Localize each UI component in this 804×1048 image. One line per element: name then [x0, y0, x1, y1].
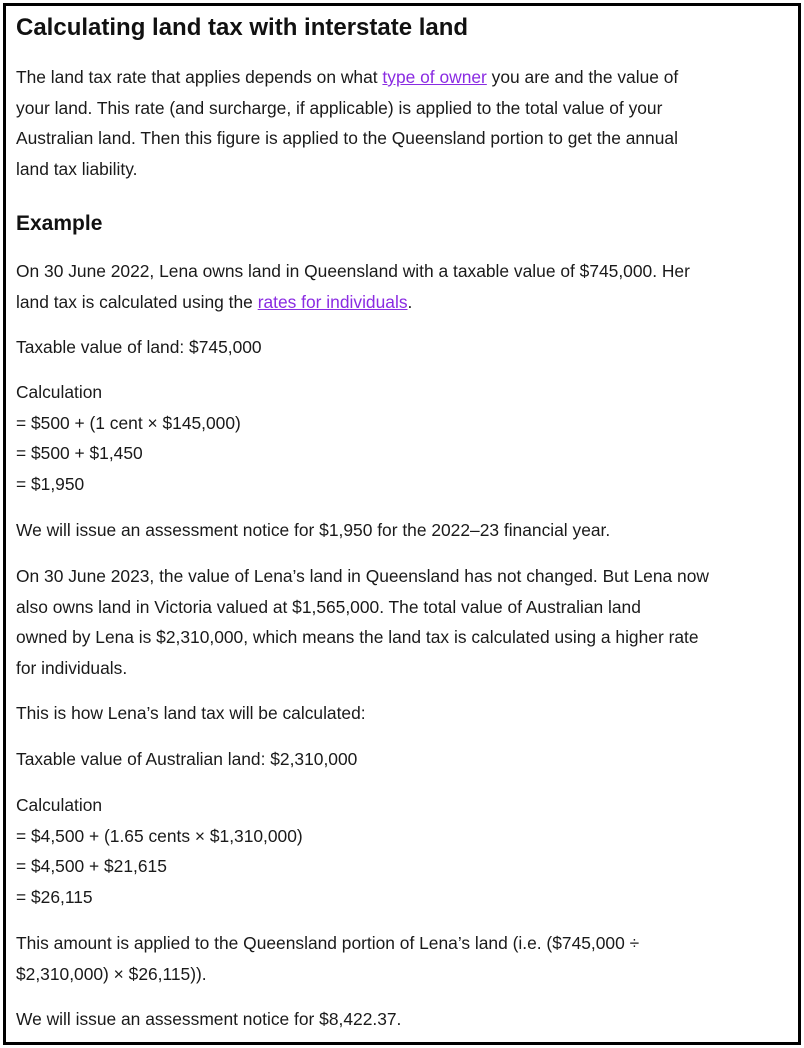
example-p2-line: for individuals.	[16, 657, 128, 678]
calc1-line: Calculation	[16, 382, 103, 402]
calc1-line: = $500 + (1 cent × $145,000)	[16, 412, 241, 433]
calc1-line: = $1,950	[16, 473, 85, 494]
example-p1-line-1: On 30 June 2022, Lena owns land in Queensland with a taxable value of $745,000. Her	[16, 261, 690, 281]
example-p2-line: owned by Lena is $2,310,000, which means the land tax is calculated using a higher rate	[16, 627, 699, 647]
example-paragraph-2	[16, 561, 788, 683]
example-p2-line: also owns land in Victoria valued at $1,565,000. The total value of Australian land	[16, 596, 641, 617]
taxable-value-2: Taxable value of Australian land: $2,310,000	[16, 749, 358, 769]
type-of-owner-link[interactable]: type of owner	[382, 67, 487, 87]
example-paragraph-1	[16, 256, 788, 317]
notice-1: We will issue an assessment notice for $1,950 for the 2022–23 financial year.	[16, 520, 611, 540]
intro-line-4: land tax liability.	[16, 158, 138, 179]
applied-line: This amount is applied to the Queensland portion of Lena’s land (i.e. ($745,000 ÷	[16, 933, 640, 953]
calc2-line: Calculation	[16, 795, 103, 815]
calculation-block-1	[16, 377, 788, 499]
calc1-line: = $500 + $1,450	[16, 443, 143, 463]
intro-line-1: The land tax rate that applies depends on what type of owner you are and the value of	[16, 67, 679, 87]
applied-paragraph	[16, 928, 788, 989]
taxable-value-1: Taxable value of land: $745,000	[16, 337, 262, 357]
rates-for-individuals-link[interactable]: rates for individuals	[257, 291, 408, 312]
example-heading: Example	[16, 212, 103, 235]
example-p2-line: On 30 June 2023, the value of Lena’s land in Queensland has not changed. But Lena now	[16, 566, 709, 586]
calc2-line: = $4,500 + (1.65 cents × $1,310,000)	[16, 825, 303, 846]
intro-paragraph	[16, 62, 788, 184]
intro-line-2: your land. This rate (and surcharge, if applicable) is applied to the total value of your	[16, 97, 663, 118]
calc2-line: = $26,115	[16, 886, 93, 907]
page-title: Calculating land tax with interstate land	[16, 14, 469, 41]
calculation-block-2	[16, 790, 788, 912]
how-calculated: This is how Lena’s land tax will be calculated:	[16, 703, 366, 723]
intro-line-3: Australian land. Then this figure is applied to the Queensland portion to get the annual	[16, 128, 678, 148]
content-frame	[3, 3, 801, 1045]
calc2-line: = $4,500 + $21,615	[16, 856, 167, 876]
example-p1-line-2: land tax is calculated using the rates for individuals.	[16, 291, 413, 312]
applied-line: $2,310,000) × $26,115)).	[16, 963, 207, 984]
notice-2: We will issue an assessment notice for $8,422.37.	[16, 1009, 402, 1029]
